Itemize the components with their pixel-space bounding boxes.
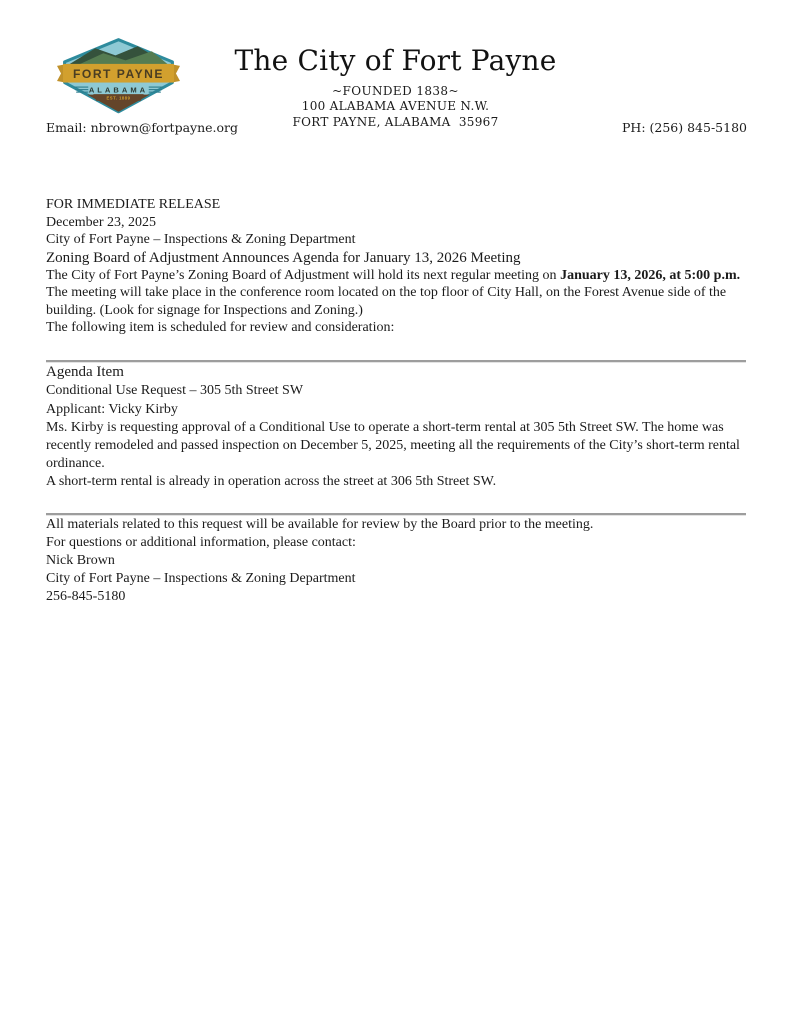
contact-dept-line: City of Fort Payne – Inspections & Zoning Department <box>46 570 356 586</box>
document-body <box>46 196 746 606</box>
release-line: FOR IMMEDIATE RELEASE <box>46 197 221 212</box>
letterhead <box>0 44 791 130</box>
document-title: The City of Fort Payne <box>234 44 557 77</box>
paragraph-request-details: Ms. Kirby is requesting approval of a Conditional Use to operate a short-term rental at 305 5th Street SW. The home was recently remodeled and passed inspection on December 5, 2025, meeting all the requirements of the City’s short-term rental ordinance. <box>46 419 740 471</box>
contact-block <box>46 534 746 606</box>
founded-line: ~FOUNDED 1838~ <box>332 84 459 98</box>
paragraph-meeting-date <box>46 267 746 285</box>
paragraph-meeting-date-text: The City of Fort Payne’s Zoning Board of Adjustment will hold its next regular meeting on <box>46 267 561 283</box>
email-contact: Email: nbrown@fortpayne.org <box>46 120 239 135</box>
headline: Zoning Board of Adjustment Announces Agenda for January 13, 2026 Meeting <box>46 249 521 266</box>
paragraph-existing-rental: A short-term rental is already in operation across the street at 306 5th Street SW. <box>46 473 497 489</box>
paragraph-materials: All materials related to this request will be available for review by the Board prior to the meeting. <box>46 517 594 532</box>
agenda-request-line: Conditional Use Request – 305 5th Street SW <box>46 382 304 398</box>
address-line-2: FORT PAYNE, ALABAMA 35967 <box>292 114 499 129</box>
agenda-applicant-line: Applicant: Vicky Kirby <box>46 401 178 417</box>
contact-intro-line: For questions or additional information, please contact: <box>46 534 356 550</box>
contact-phone-line: 256-845-5180 <box>46 588 126 604</box>
department-line: City of Fort Payne – Inspections & Zoning Department <box>46 232 356 247</box>
contact-name-line: Nick Brown <box>46 552 115 568</box>
logo-city-name: FORT PAYNE <box>73 67 164 82</box>
logo-state-name: ALABAMA <box>88 85 149 95</box>
address-line-1: 100 ALABAMA AVENUE N.W. <box>301 99 490 113</box>
paragraph-review-intro: The following item is scheduled for review and consideration: <box>46 320 395 335</box>
logo-est-text: EST. 1889 <box>106 95 131 101</box>
agenda-item-block <box>46 381 746 419</box>
agenda-heading: Agenda Item <box>46 363 124 380</box>
release-date: December 23, 2025 <box>46 214 157 230</box>
paragraph-location: The meeting will take place in the conference room located on the top floor of City Hall, on the Forest Avenue side of the building. (Look for signage for Inspections and Zoning.) <box>46 285 727 318</box>
phone-contact: PH: (256) 845-5180 <box>622 120 747 135</box>
paragraph-meeting-date-bold: January 13, 2026, at 5:00 p.m. <box>560 267 741 283</box>
